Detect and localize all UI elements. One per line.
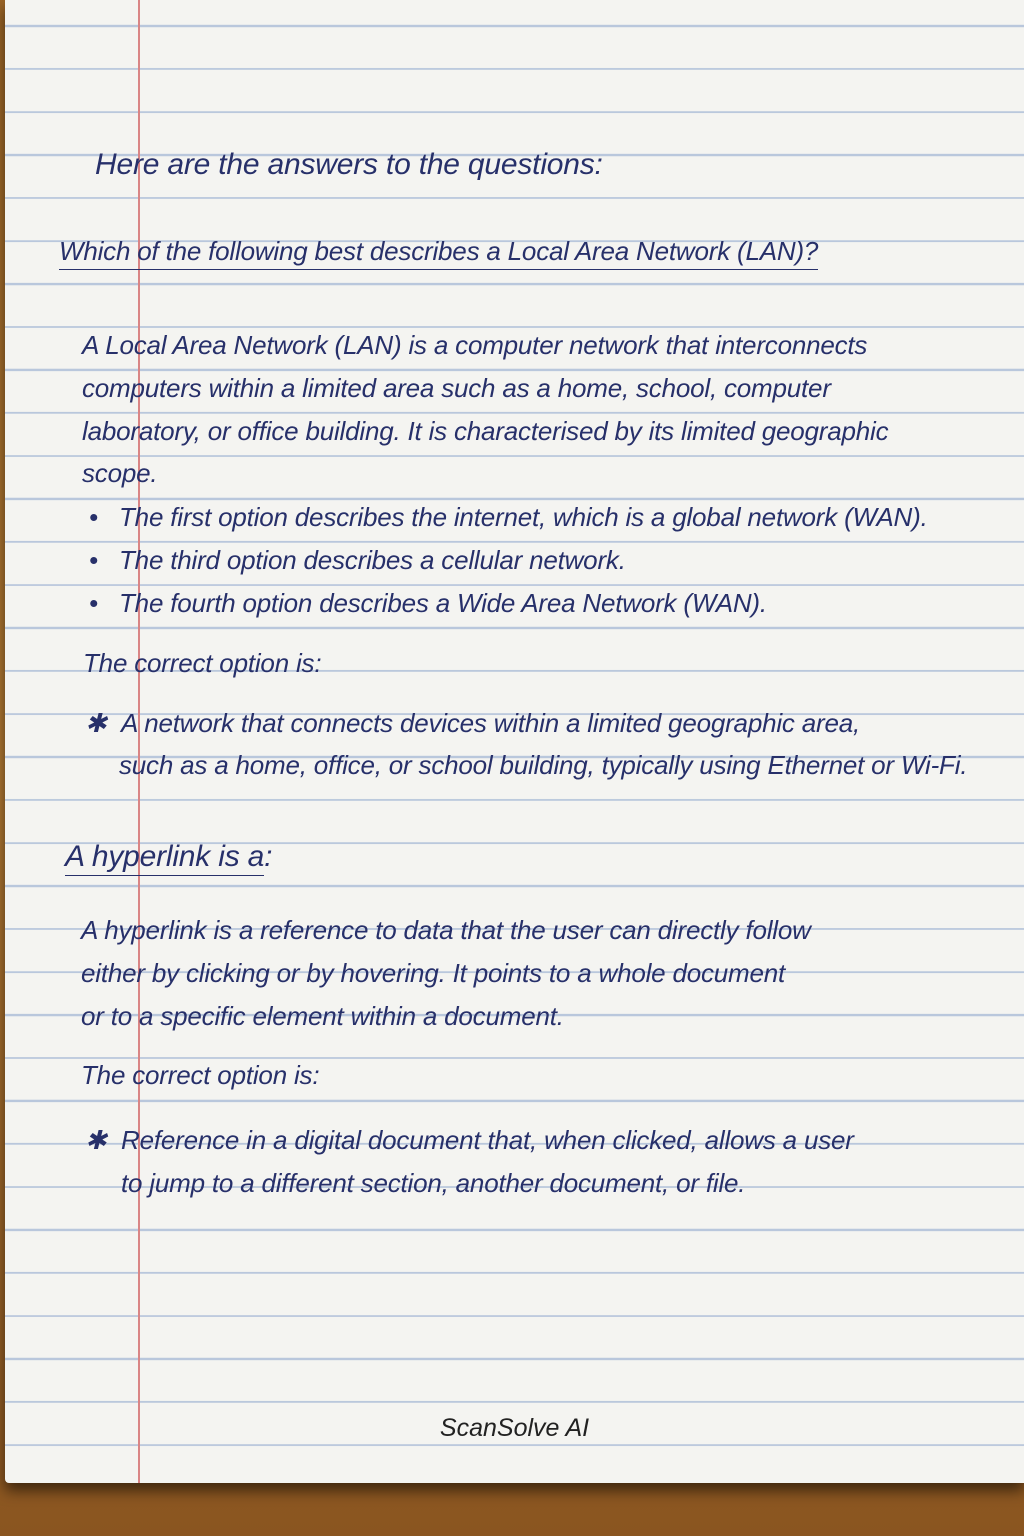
- q2-explanation-line: either by clicking or by hovering. It points to a whole document: [81, 958, 786, 988]
- q1-answer-line: such as a home, office, or school building, typically using Ethernet or Wi-Fi.: [119, 750, 968, 780]
- q1-bullet: The third option describes a cellular network.: [119, 545, 626, 575]
- question-2: [65, 840, 272, 874]
- bullet-icon: •: [89, 588, 98, 618]
- q2-explanation-line: A hyperlink is a reference to data that the user can directly follow: [81, 915, 811, 945]
- q2-correct-label: The correct option is:: [81, 1060, 320, 1090]
- q1-explanation-line: computers within a limited area such as a home, school, computer: [82, 373, 831, 403]
- q1-bullet: The first option describes the internet, which is a global network (WAN).: [119, 502, 928, 532]
- bullet-icon: •: [89, 502, 98, 532]
- page-title: Here are the answers to the questions:: [95, 148, 603, 181]
- q1-bullet: The fourth option describes a Wide Area Network (WAN).: [119, 588, 767, 618]
- q2-explanation-line: or to a specific element within a document.: [81, 1001, 564, 1031]
- asterisk-icon: ✱: [85, 708, 107, 738]
- margin-line: [138, 0, 140, 1483]
- q1-explanation-line: scope.: [82, 458, 158, 488]
- bullet-icon: •: [89, 545, 98, 575]
- q2-answer-line: Reference in a digital document that, when clicked, allows a user: [121, 1125, 854, 1155]
- q1-explanation-line: laboratory, or office building. It is characterised by its limited geographic: [82, 416, 889, 446]
- question-2-colon: :: [264, 840, 273, 873]
- question-2-text: A hyperlink is a: [65, 840, 264, 876]
- q1-answer-line: A network that connects devices within a limited geographic area,: [121, 708, 860, 738]
- q2-answer-line: to jump to a different section, another document, or file.: [121, 1168, 746, 1198]
- footer-brand: ScanSolve AI: [439, 1414, 590, 1442]
- q1-correct-label: The correct option is:: [83, 648, 322, 678]
- notebook-page: [5, 0, 1024, 1483]
- q1-explanation-line: A Local Area Network (LAN) is a computer network that interconnects: [82, 330, 868, 360]
- question-1: Which of the following best describes a Local Area Network (LAN)?: [59, 236, 818, 270]
- asterisk-icon: ✱: [85, 1125, 107, 1155]
